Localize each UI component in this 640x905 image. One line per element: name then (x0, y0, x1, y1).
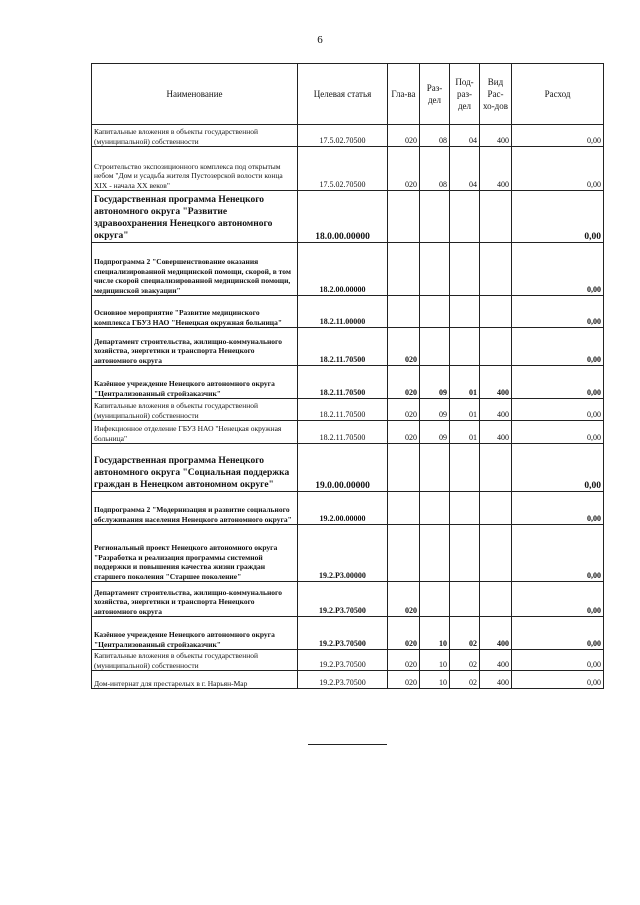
header-section: Раз-дел (420, 64, 450, 125)
row-expense: 0,00 (512, 492, 604, 525)
row-expense: 0,00 (512, 525, 604, 582)
row-expense: 0,00 (512, 328, 604, 366)
row-target: 17.5.02.70500 (298, 147, 388, 191)
row-name: Государственная программа Ненецкого автономного округа "Развитие здравоохранения Ненецкого автономного округа" (92, 191, 298, 243)
table-row (92, 328, 604, 366)
row-target: 19.2.P3.70500 (298, 650, 388, 671)
row-subsection: 01 (450, 421, 480, 444)
row-section (420, 243, 450, 296)
row-name: Капитальные вложения в объекты государственной (муниципальной) собственности (92, 125, 298, 147)
row-chapter (388, 191, 420, 243)
header-row (92, 64, 604, 125)
row-subsection (450, 243, 480, 296)
row-subsection (450, 582, 480, 617)
row-type (480, 191, 512, 243)
row-name: Департамент строительства, жилищно-коммунального хозяйства, энергетики и транспорта Ненецкого автономного округа (92, 582, 298, 617)
row-type: 400 (480, 650, 512, 671)
row-name: Казённое учреждение Ненецкого автономного округа "Централизованный стройзаказчик" (92, 617, 298, 650)
row-chapter: 020 (388, 582, 420, 617)
row-type: 400 (480, 671, 512, 689)
row-section: 10 (420, 650, 450, 671)
row-target: 18.2.11.00000 (298, 296, 388, 328)
row-name: Региональный проект Ненецкого автономного округа "Разработка и реализация программы системной поддержки и повышения качества жизни граждан старшего поколения "Старшее поколение" (92, 525, 298, 582)
budget-table (91, 63, 604, 689)
row-name: Департамент строительства, жилищно-коммунального хозяйства, энергетики и транспорта Ненецкого автономного округа (92, 328, 298, 366)
row-expense: 0,00 (512, 296, 604, 328)
row-target: 17.5.02.70500 (298, 125, 388, 147)
table-row (92, 191, 604, 243)
row-chapter (388, 492, 420, 525)
row-type: 400 (480, 147, 512, 191)
row-subsection: 04 (450, 125, 480, 147)
row-chapter (388, 444, 420, 492)
row-name: Капитальные вложения в объекты государственной (муниципальной) собственности (92, 399, 298, 421)
row-type (480, 582, 512, 617)
row-name: Подпрограмма 2 "Модернизация и развитие социального обслуживания населения Ненецкого автономного округа" (92, 492, 298, 525)
row-subsection: 01 (450, 366, 480, 399)
row-section: 10 (420, 617, 450, 650)
table-row (92, 243, 604, 296)
row-expense: 0,00 (512, 582, 604, 617)
table-row (92, 421, 604, 444)
row-chapter: 020 (388, 125, 420, 147)
row-type: 400 (480, 617, 512, 650)
row-target: 19.2.P3.70500 (298, 671, 388, 689)
header-target: Целевая статья (298, 64, 388, 125)
row-target: 18.2.00.00000 (298, 243, 388, 296)
row-type (480, 525, 512, 582)
row-expense: 0,00 (512, 125, 604, 147)
table-row (92, 650, 604, 671)
row-name: Казённое учреждение Ненецкого автономного округа "Централизованный стройзаказчик" (92, 366, 298, 399)
row-target: 18.0.00.00000 (298, 191, 388, 243)
footer-rule (308, 744, 387, 745)
row-type: 400 (480, 421, 512, 444)
row-section: 08 (420, 147, 450, 191)
row-name: Дом-интернат для престарелых в г. Нарьян-Мар (92, 671, 298, 689)
table-row (92, 366, 604, 399)
row-type (480, 243, 512, 296)
row-type (480, 296, 512, 328)
row-section (420, 191, 450, 243)
row-name: Подпрограмма 2 "Совершенствование оказания специализированной медицинской помощи, скорой, в том числе скорой специализированной медицинской помощи, медицинской эвакуации" (92, 243, 298, 296)
row-section (420, 582, 450, 617)
row-target: 19.2.P3.70500 (298, 582, 388, 617)
row-type: 400 (480, 399, 512, 421)
table-row (92, 444, 604, 492)
table-row (92, 582, 604, 617)
row-chapter (388, 296, 420, 328)
row-section (420, 525, 450, 582)
row-type: 400 (480, 125, 512, 147)
table-row (92, 525, 604, 582)
row-target: 19.2.00.00000 (298, 492, 388, 525)
table-row (92, 399, 604, 421)
row-chapter: 020 (388, 147, 420, 191)
row-expense: 0,00 (512, 147, 604, 191)
table-row (92, 671, 604, 689)
row-name: Капитальные вложения в объекты государственной (муниципальной) собственности (92, 650, 298, 671)
header-chapter: Гла-ва (388, 64, 420, 125)
row-target: 18.2.11.70500 (298, 366, 388, 399)
row-section: 10 (420, 671, 450, 689)
row-chapter: 020 (388, 671, 420, 689)
row-section: 09 (420, 399, 450, 421)
row-section: 09 (420, 366, 450, 399)
row-subsection (450, 296, 480, 328)
row-expense: 0,00 (512, 366, 604, 399)
row-expense: 0,00 (512, 421, 604, 444)
row-chapter: 020 (388, 328, 420, 366)
row-section (420, 492, 450, 525)
header-expense: Расход (512, 64, 604, 125)
row-name: Основное мероприятие "Развитие медицинского комплекса ГБУЗ НАО "Ненецкая окружная больница" (92, 296, 298, 328)
row-subsection: 01 (450, 399, 480, 421)
row-target: 19.0.00.00000 (298, 444, 388, 492)
row-chapter: 020 (388, 421, 420, 444)
row-chapter: 020 (388, 399, 420, 421)
row-expense: 0,00 (512, 671, 604, 689)
row-type (480, 328, 512, 366)
row-target: 19.2.P3.00000 (298, 525, 388, 582)
row-chapter: 020 (388, 650, 420, 671)
row-subsection (450, 191, 480, 243)
row-subsection (450, 328, 480, 366)
row-expense: 0,00 (512, 191, 604, 243)
header-type: Вид Рас-хо-дов (480, 64, 512, 125)
row-name: Государственная программа Ненецкого автономного округа "Социальная поддержка граждан в Ненецком автономном округе" (92, 444, 298, 492)
row-expense: 0,00 (512, 399, 604, 421)
row-section: 08 (420, 125, 450, 147)
table-row (92, 617, 604, 650)
row-chapter (388, 525, 420, 582)
table-row (92, 296, 604, 328)
row-subsection: 02 (450, 617, 480, 650)
row-expense: 0,00 (512, 617, 604, 650)
row-section (420, 444, 450, 492)
row-name: Строительство экспозиционного комплекса под открытым небом "Дом и усадьба жителя Пустозерской волости конца XIX - начала XX веков" (92, 147, 298, 191)
row-subsection (450, 525, 480, 582)
row-type (480, 492, 512, 525)
row-section: 09 (420, 421, 450, 444)
row-subsection: 02 (450, 671, 480, 689)
row-target: 18.2.11.70500 (298, 399, 388, 421)
table-row (92, 492, 604, 525)
row-subsection (450, 492, 480, 525)
row-expense: 0,00 (512, 650, 604, 671)
row-target: 18.2.11.70500 (298, 421, 388, 444)
row-name: Инфекционное отделение ГБУЗ НАО "Ненецкая окружная больница" (92, 421, 298, 444)
row-target: 19.2.P3.70500 (298, 617, 388, 650)
row-subsection: 04 (450, 147, 480, 191)
row-chapter: 020 (388, 617, 420, 650)
row-subsection: 02 (450, 650, 480, 671)
row-chapter (388, 243, 420, 296)
row-chapter: 020 (388, 366, 420, 399)
row-subsection (450, 444, 480, 492)
header-subsection: Под-раз-дел (450, 64, 480, 125)
row-expense: 0,00 (512, 243, 604, 296)
header-name: Наименование (92, 64, 298, 125)
row-type: 400 (480, 366, 512, 399)
row-type (480, 444, 512, 492)
page-number: 6 (317, 34, 323, 46)
table-row (92, 147, 604, 191)
row-section (420, 328, 450, 366)
row-section (420, 296, 450, 328)
table-row (92, 125, 604, 147)
row-target: 18.2.11.70500 (298, 328, 388, 366)
row-expense: 0,00 (512, 444, 604, 492)
